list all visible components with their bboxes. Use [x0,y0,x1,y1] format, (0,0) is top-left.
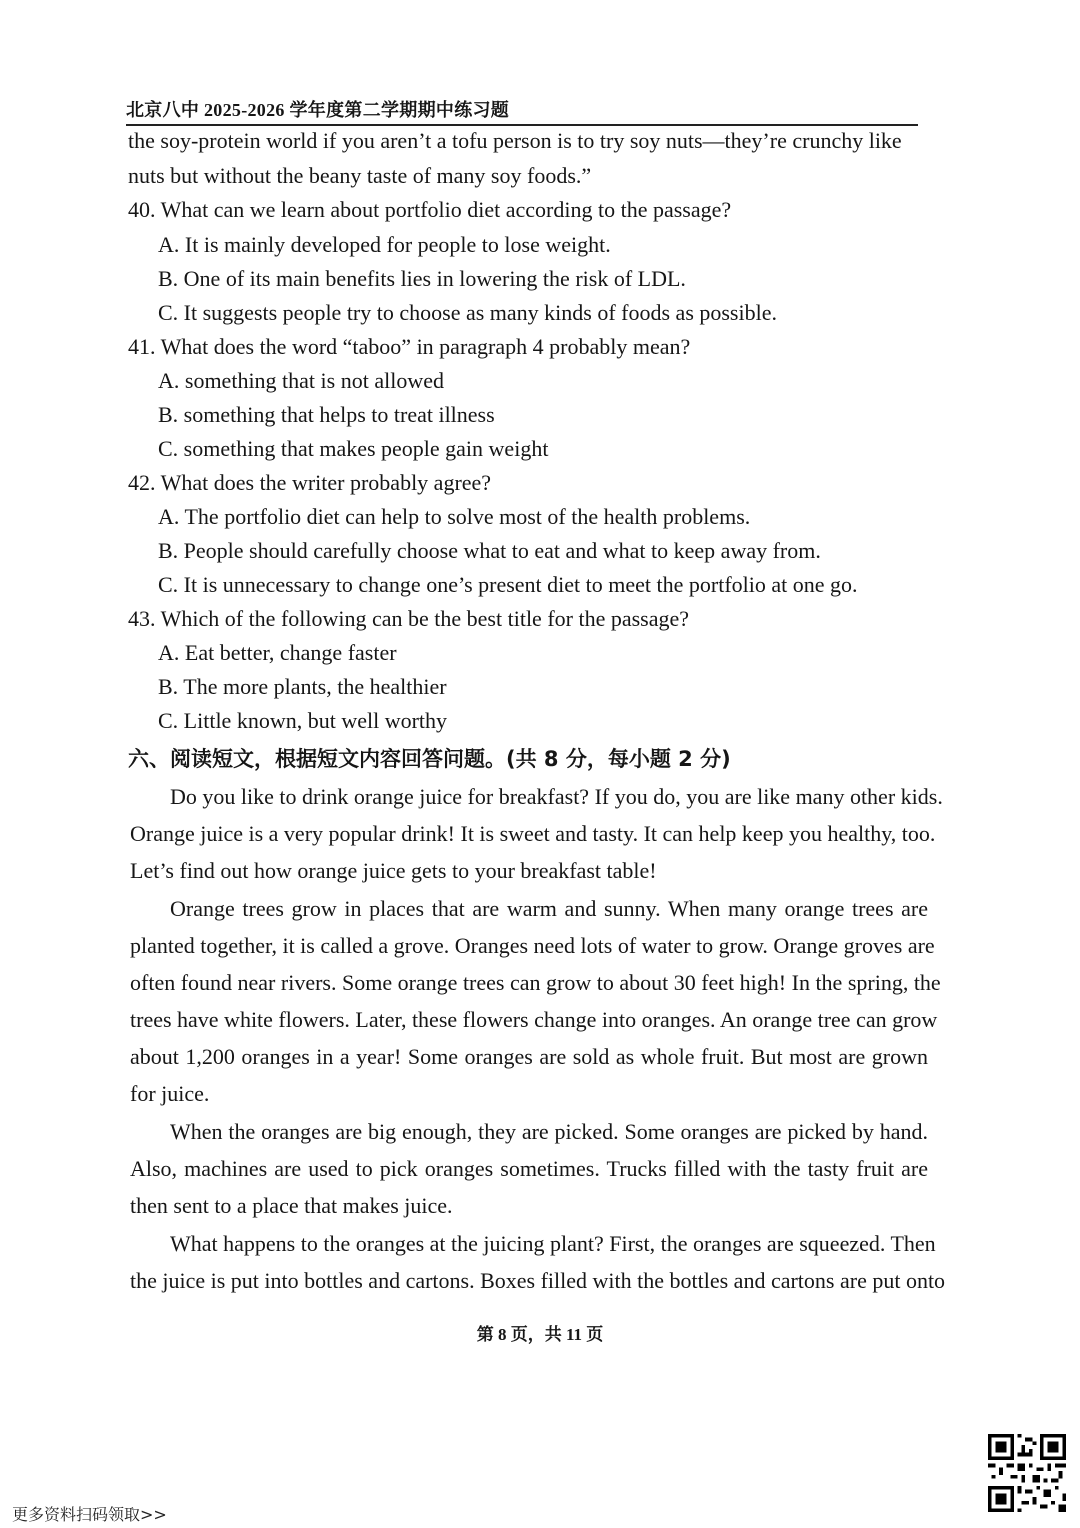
question-option: C. It is unnecessary to change one’s present diet to meet the portfolio at one go. [158,572,858,597]
question-option: B. something that helps to treat illness [158,402,495,427]
page-number: 第 8 页，共 11 页 [476,1325,604,1344]
question-option: A. something that is not allowed [158,368,444,393]
question-option: A. It is mainly developed for people to lose weight. [158,232,611,257]
question-stem: 43. Which of the following can be the best title for the passage? [128,606,690,631]
question-option: B. The more plants, the healthier [158,674,447,699]
passage-line: the juice is put into bottles and cartons. Boxes filled with the bottles and cartons are put onto [130,1268,946,1293]
passage-line: planted together, it is called a grove. Oranges need lots of water to grow. Orange groves are [130,933,935,958]
qr-code-icon[interactable] [988,1434,1066,1512]
passage-line: Also, machines are used to pick oranges sometimes. Trucks filled with the tasty fruit are [130,1156,928,1181]
question-option: B. One of its main benefits lies in lowering the risk of LDL. [158,266,686,291]
passage-line: Let’s find out how orange juice gets to your breakfast table! [130,858,657,883]
question-option: A. The portfolio diet can help to solve most of the health problems. [158,504,751,529]
passage-line: What happens to the oranges at the juicing plant? First, the oranges are squeezed. Then [170,1231,936,1256]
question-stem: 42. What does the writer probably agree? [128,470,492,495]
passage-line: Orange juice is a very popular drink! It is sweet and tasty. It can help keep you healthy, too. [130,821,936,846]
question-option: C. Little known, but well worthy [158,708,448,733]
page-header: 北京八中 2025-2026 学年度第二学期期中练习题 [126,96,918,126]
passage-line: often found near rivers. Some orange trees can grow to about 30 feet high! In the spring, the [130,970,941,995]
passage-line: then sent to a place that makes juice. [130,1193,453,1218]
question-option: C. It suggests people try to choose as many kinds of foods as possible. [158,300,777,325]
passage-line: Orange trees grow in places that are warm and sunny. When many orange trees are [170,896,928,921]
more-resources-link[interactable]: 更多资料扫码领取>> [12,1505,167,1524]
passage-line: Do you like to drink orange juice for breakfast? If you do, you are like many other kids. [170,784,943,809]
passage-line: trees have white flowers. Later, these flowers change into oranges. An orange tree can grow [130,1007,938,1032]
intro-line: the soy-protein world if you aren’t a tofu person is to try soy nuts—they’re crunchy like [128,128,902,153]
question-stem: 41. What does the word “taboo” in paragraph 4 probably mean? [128,334,691,359]
question-option: A. Eat better, change faster [158,640,397,665]
passage-line: for juice. [130,1081,210,1106]
intro-line: nuts but without the beany taste of many soy foods.” [128,163,592,188]
passage-line: about 1,200 oranges in a year! Some oranges are sold as whole fruit. But most are grown [130,1044,928,1069]
question-stem: 40. What can we learn about portfolio diet according to the passage? [128,197,732,222]
passage-line: When the oranges are big enough, they are picked. Some oranges are picked by hand. [170,1119,928,1144]
question-option: C. something that makes people gain weight [158,436,549,461]
section-heading: 六、阅读短文，根据短文内容回答问题。(共 8 分，每小题 2 分) [128,747,731,771]
question-option: B. People should carefully choose what to eat and what to keep away from. [158,538,821,563]
